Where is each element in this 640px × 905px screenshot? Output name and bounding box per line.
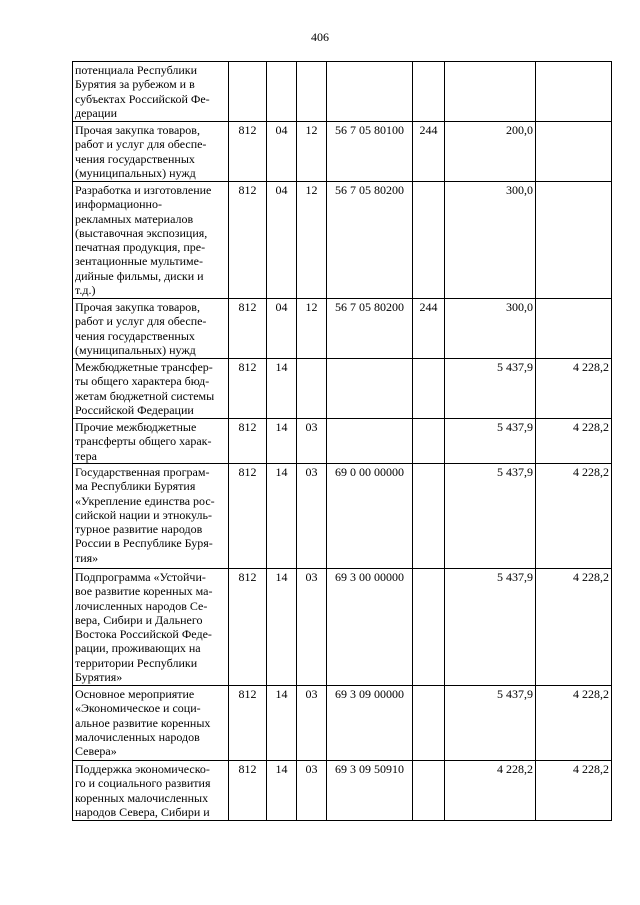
subsection-code-cell: 12: [297, 182, 327, 299]
section-code-cell: 04: [267, 122, 297, 182]
row-name-cell: Межбюджетные трансфер- ты общего характера бюд- жетам бюджетной системы Российской Федерации: [73, 359, 229, 419]
amount-first-cell: 5 437,9: [445, 686, 536, 761]
page-number: 406: [311, 30, 329, 44]
target-article-code-cell: 56 7 05 80100: [327, 122, 413, 182]
section-code-cell: 14: [267, 761, 297, 821]
subsection-code-cell: [297, 359, 327, 419]
section-code-cell: 14: [267, 569, 297, 686]
section-code-cell: 14: [267, 359, 297, 419]
target-article-code-cell: 69 3 09 00000: [327, 686, 413, 761]
row-name-cell: потенциала Республики Бурятия за рубежом и в субъектах Российской Фе- дерации: [73, 62, 229, 122]
amount-second-cell: 4 228,2: [536, 419, 612, 464]
expense-type-code-cell: [413, 359, 445, 419]
amount-second-cell: 4 228,2: [536, 686, 612, 761]
amount-second-cell: 4 228,2: [536, 569, 612, 686]
section-code-cell: 14: [267, 464, 297, 569]
table-row: [73, 686, 612, 761]
table-row: [73, 761, 612, 821]
expense-type-code-cell: [413, 182, 445, 299]
row-name-cell: Разработка и изготовление информационно- рекламных материалов (выставочная экспозиция, печатная продукция, пре- зентационные мультиме- дийные фильмы, диски и т.д.): [73, 182, 229, 299]
grbs-code-cell: 812: [229, 299, 267, 359]
expense-type-code-cell: [413, 761, 445, 821]
grbs-code-cell: 812: [229, 686, 267, 761]
amount-first-cell: 300,0: [445, 182, 536, 299]
subsection-code-cell: 03: [297, 464, 327, 569]
amount-first-cell: 4 228,2: [445, 761, 536, 821]
section-code-cell: 14: [267, 419, 297, 464]
subsection-code-cell: 12: [297, 122, 327, 182]
section-code-cell: [267, 62, 297, 122]
grbs-code-cell: 812: [229, 182, 267, 299]
expense-type-code-cell: [413, 464, 445, 569]
amount-first-cell: 5 437,9: [445, 419, 536, 464]
grbs-code-cell: 812: [229, 569, 267, 686]
expense-type-code-cell: [413, 62, 445, 122]
row-name-cell: Прочие межбюджетные трансферты общего харак- тера: [73, 419, 229, 464]
budget-table: [72, 61, 612, 821]
target-article-code-cell: [327, 359, 413, 419]
subsection-code-cell: 12: [297, 299, 327, 359]
amount-second-cell: 4 228,2: [536, 761, 612, 821]
target-article-code-cell: 69 3 00 00000: [327, 569, 413, 686]
table-row: [73, 122, 612, 182]
target-article-code-cell: [327, 62, 413, 122]
section-code-cell: 04: [267, 299, 297, 359]
grbs-code-cell: 812: [229, 122, 267, 182]
target-article-code-cell: [327, 419, 413, 464]
row-name-cell: Государственная програм- ма Республики Бурятия «Укрепление единства рос- сийской нации и этнокуль- турное развитие народов России в Республике Буря- тия»: [73, 464, 229, 569]
subsection-code-cell: [297, 62, 327, 122]
amount-second-cell: 4 228,2: [536, 359, 612, 419]
amount-second-cell: [536, 62, 612, 122]
grbs-code-cell: 812: [229, 419, 267, 464]
target-article-code-cell: 56 7 05 80200: [327, 182, 413, 299]
grbs-code-cell: 812: [229, 761, 267, 821]
table-row: [73, 569, 612, 686]
table-row: [73, 359, 612, 419]
target-article-code-cell: 69 0 00 00000: [327, 464, 413, 569]
table-row: [73, 182, 612, 299]
section-code-cell: 04: [267, 182, 297, 299]
amount-second-cell: [536, 122, 612, 182]
expense-type-code-cell: [413, 569, 445, 686]
amount-first-cell: 300,0: [445, 299, 536, 359]
amount-second-cell: 4 228,2: [536, 464, 612, 569]
amount-first-cell: 200,0: [445, 122, 536, 182]
subsection-code-cell: 03: [297, 686, 327, 761]
grbs-code-cell: [229, 62, 267, 122]
subsection-code-cell: 03: [297, 761, 327, 821]
row-name-cell: Прочая закупка товаров, работ и услуг для обеспе- чения государственных (муниципальных) нужд: [73, 122, 229, 182]
expense-type-code-cell: 244: [413, 299, 445, 359]
table-row: [73, 299, 612, 359]
row-name-cell: Поддержка экономическо- го и социального развития коренных малочисленных народов Севера, Сибири и: [73, 761, 229, 821]
row-name-cell: Подпрограмма «Устойчи- вое развитие коренных ма- лочисленных народов Се- вера, Сибири и Дальнего Востока Российской Феде- рации, проживающих на территории Республики Бурятия»: [73, 569, 229, 686]
expense-type-code-cell: 244: [413, 122, 445, 182]
row-name-cell: Прочая закупка товаров, работ и услуг для обеспе- чения государственных (муниципальных) нужд: [73, 299, 229, 359]
target-article-code-cell: 69 3 09 50910: [327, 761, 413, 821]
amount-second-cell: [536, 182, 612, 299]
subsection-code-cell: 03: [297, 569, 327, 686]
table-row: [73, 62, 612, 122]
expense-type-code-cell: [413, 419, 445, 464]
grbs-code-cell: 812: [229, 359, 267, 419]
amount-first-cell: 5 437,9: [445, 359, 536, 419]
amount-second-cell: [536, 299, 612, 359]
amount-first-cell: 5 437,9: [445, 569, 536, 686]
subsection-code-cell: 03: [297, 419, 327, 464]
table-row: [73, 464, 612, 569]
expense-type-code-cell: [413, 686, 445, 761]
target-article-code-cell: 56 7 05 80200: [327, 299, 413, 359]
grbs-code-cell: 812: [229, 464, 267, 569]
row-name-cell: Основное мероприятие «Экономическое и соци- альное развитие коренных малочисленных народов Севера»: [73, 686, 229, 761]
amount-first-cell: [445, 62, 536, 122]
table-row: [73, 419, 612, 464]
amount-first-cell: 5 437,9: [445, 464, 536, 569]
section-code-cell: 14: [267, 686, 297, 761]
